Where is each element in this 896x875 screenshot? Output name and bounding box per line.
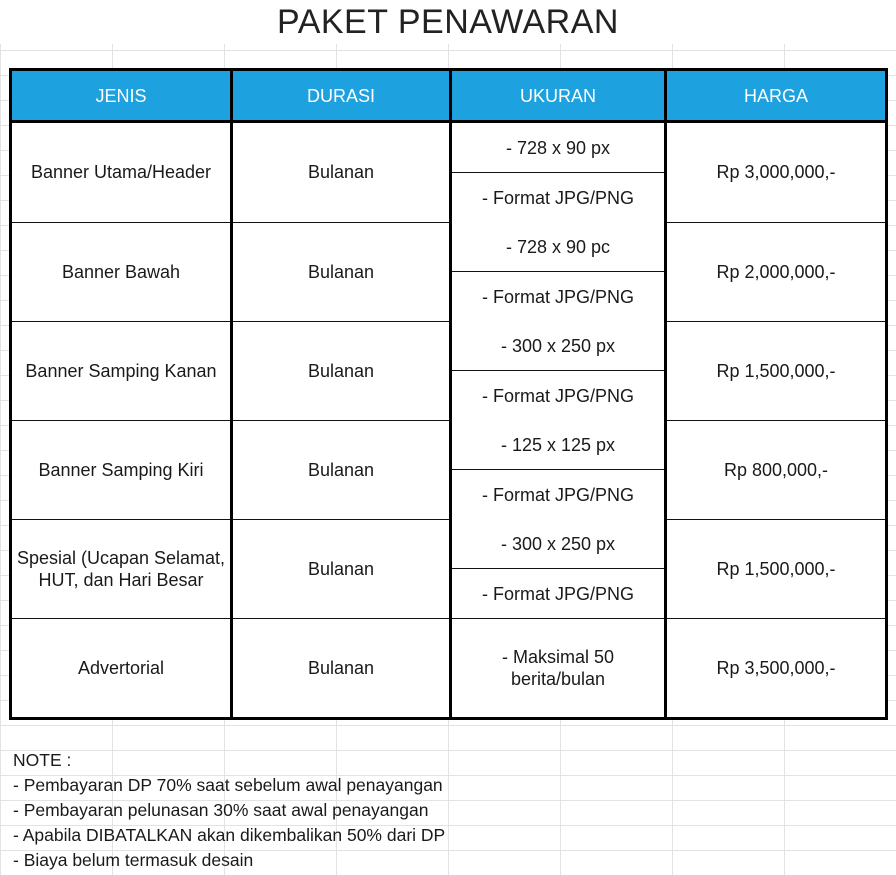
notes bbox=[13, 748, 445, 873]
cell-format: - Format JPG/PNG bbox=[481, 385, 634, 406]
table-row bbox=[11, 619, 887, 719]
cell-format: - Format JPG/PNG bbox=[481, 484, 634, 505]
header-harga: HARGA bbox=[666, 70, 887, 122]
cell-harga: Rp 800,000,- bbox=[666, 420, 887, 519]
cell-jenis: Banner Bawah bbox=[11, 222, 232, 321]
cell-ukuran: - 728 x 90 pc bbox=[451, 222, 666, 272]
cell-jenis: Banner Utama/Header bbox=[11, 122, 232, 223]
table-row bbox=[11, 321, 887, 371]
cell-durasi: Bulanan bbox=[232, 619, 451, 719]
cell-format: - Format JPG/PNG bbox=[481, 286, 634, 307]
note-item: - Apabila DIBATALKAN akan dikembalikan 50% dari DP bbox=[13, 825, 446, 845]
cell-harga: Rp 3,500,000,- bbox=[666, 619, 887, 719]
cell-durasi: Bulanan bbox=[232, 420, 451, 519]
notes-heading: NOTE : bbox=[13, 750, 72, 770]
cell-jenis: Banner Samping Kiri bbox=[11, 420, 232, 519]
cell-harga: Rp 3,000,000,- bbox=[666, 122, 887, 223]
cell-ukuran: - 300 x 250 px bbox=[451, 519, 666, 569]
cell-format: - Format JPG/PNG bbox=[481, 583, 634, 604]
table-row bbox=[11, 222, 887, 272]
cell-jenis: Banner Samping Kanan bbox=[11, 321, 232, 420]
cell-ukuran: - Maksimal 50 berita/bulan bbox=[451, 619, 666, 719]
note-item: - Biaya belum termasuk desain bbox=[13, 850, 254, 870]
cell-ukuran: - 125 x 125 px bbox=[451, 420, 666, 470]
cell-jenis: Spesial (Ucapan Selamat, HUT, dan Hari Besar bbox=[11, 519, 232, 619]
page-title: PAKET PENAWARAN bbox=[0, 0, 896, 44]
cell-harga: Rp 1,500,000,- bbox=[666, 321, 887, 420]
cell-harga: Rp 1,500,000,- bbox=[666, 519, 887, 619]
price-table bbox=[9, 68, 888, 720]
header-jenis: JENIS bbox=[11, 70, 232, 122]
cell-ukuran: - 728 x 90 px bbox=[451, 122, 666, 173]
note-item: - Pembayaran pelunasan 30% saat awal penayangan bbox=[13, 800, 429, 820]
header-durasi: DURASI bbox=[232, 70, 451, 122]
table-row bbox=[11, 519, 887, 569]
header-ukuran: UKURAN bbox=[451, 70, 666, 122]
note-item: - Pembayaran DP 70% saat sebelum awal penayangan bbox=[13, 775, 443, 795]
cell-format: - Format JPG/PNG bbox=[481, 187, 634, 208]
header-row bbox=[11, 70, 887, 122]
cell-durasi: Bulanan bbox=[232, 122, 451, 223]
table-row bbox=[11, 420, 887, 470]
cell-durasi: Bulanan bbox=[232, 321, 451, 420]
cell-durasi: Bulanan bbox=[232, 519, 451, 619]
cell-jenis: Advertorial bbox=[11, 619, 232, 719]
table-row bbox=[11, 122, 887, 173]
cell-ukuran: - 300 x 250 px bbox=[451, 321, 666, 371]
cell-harga: Rp 2,000,000,- bbox=[666, 222, 887, 321]
cell-durasi: Bulanan bbox=[232, 222, 451, 321]
